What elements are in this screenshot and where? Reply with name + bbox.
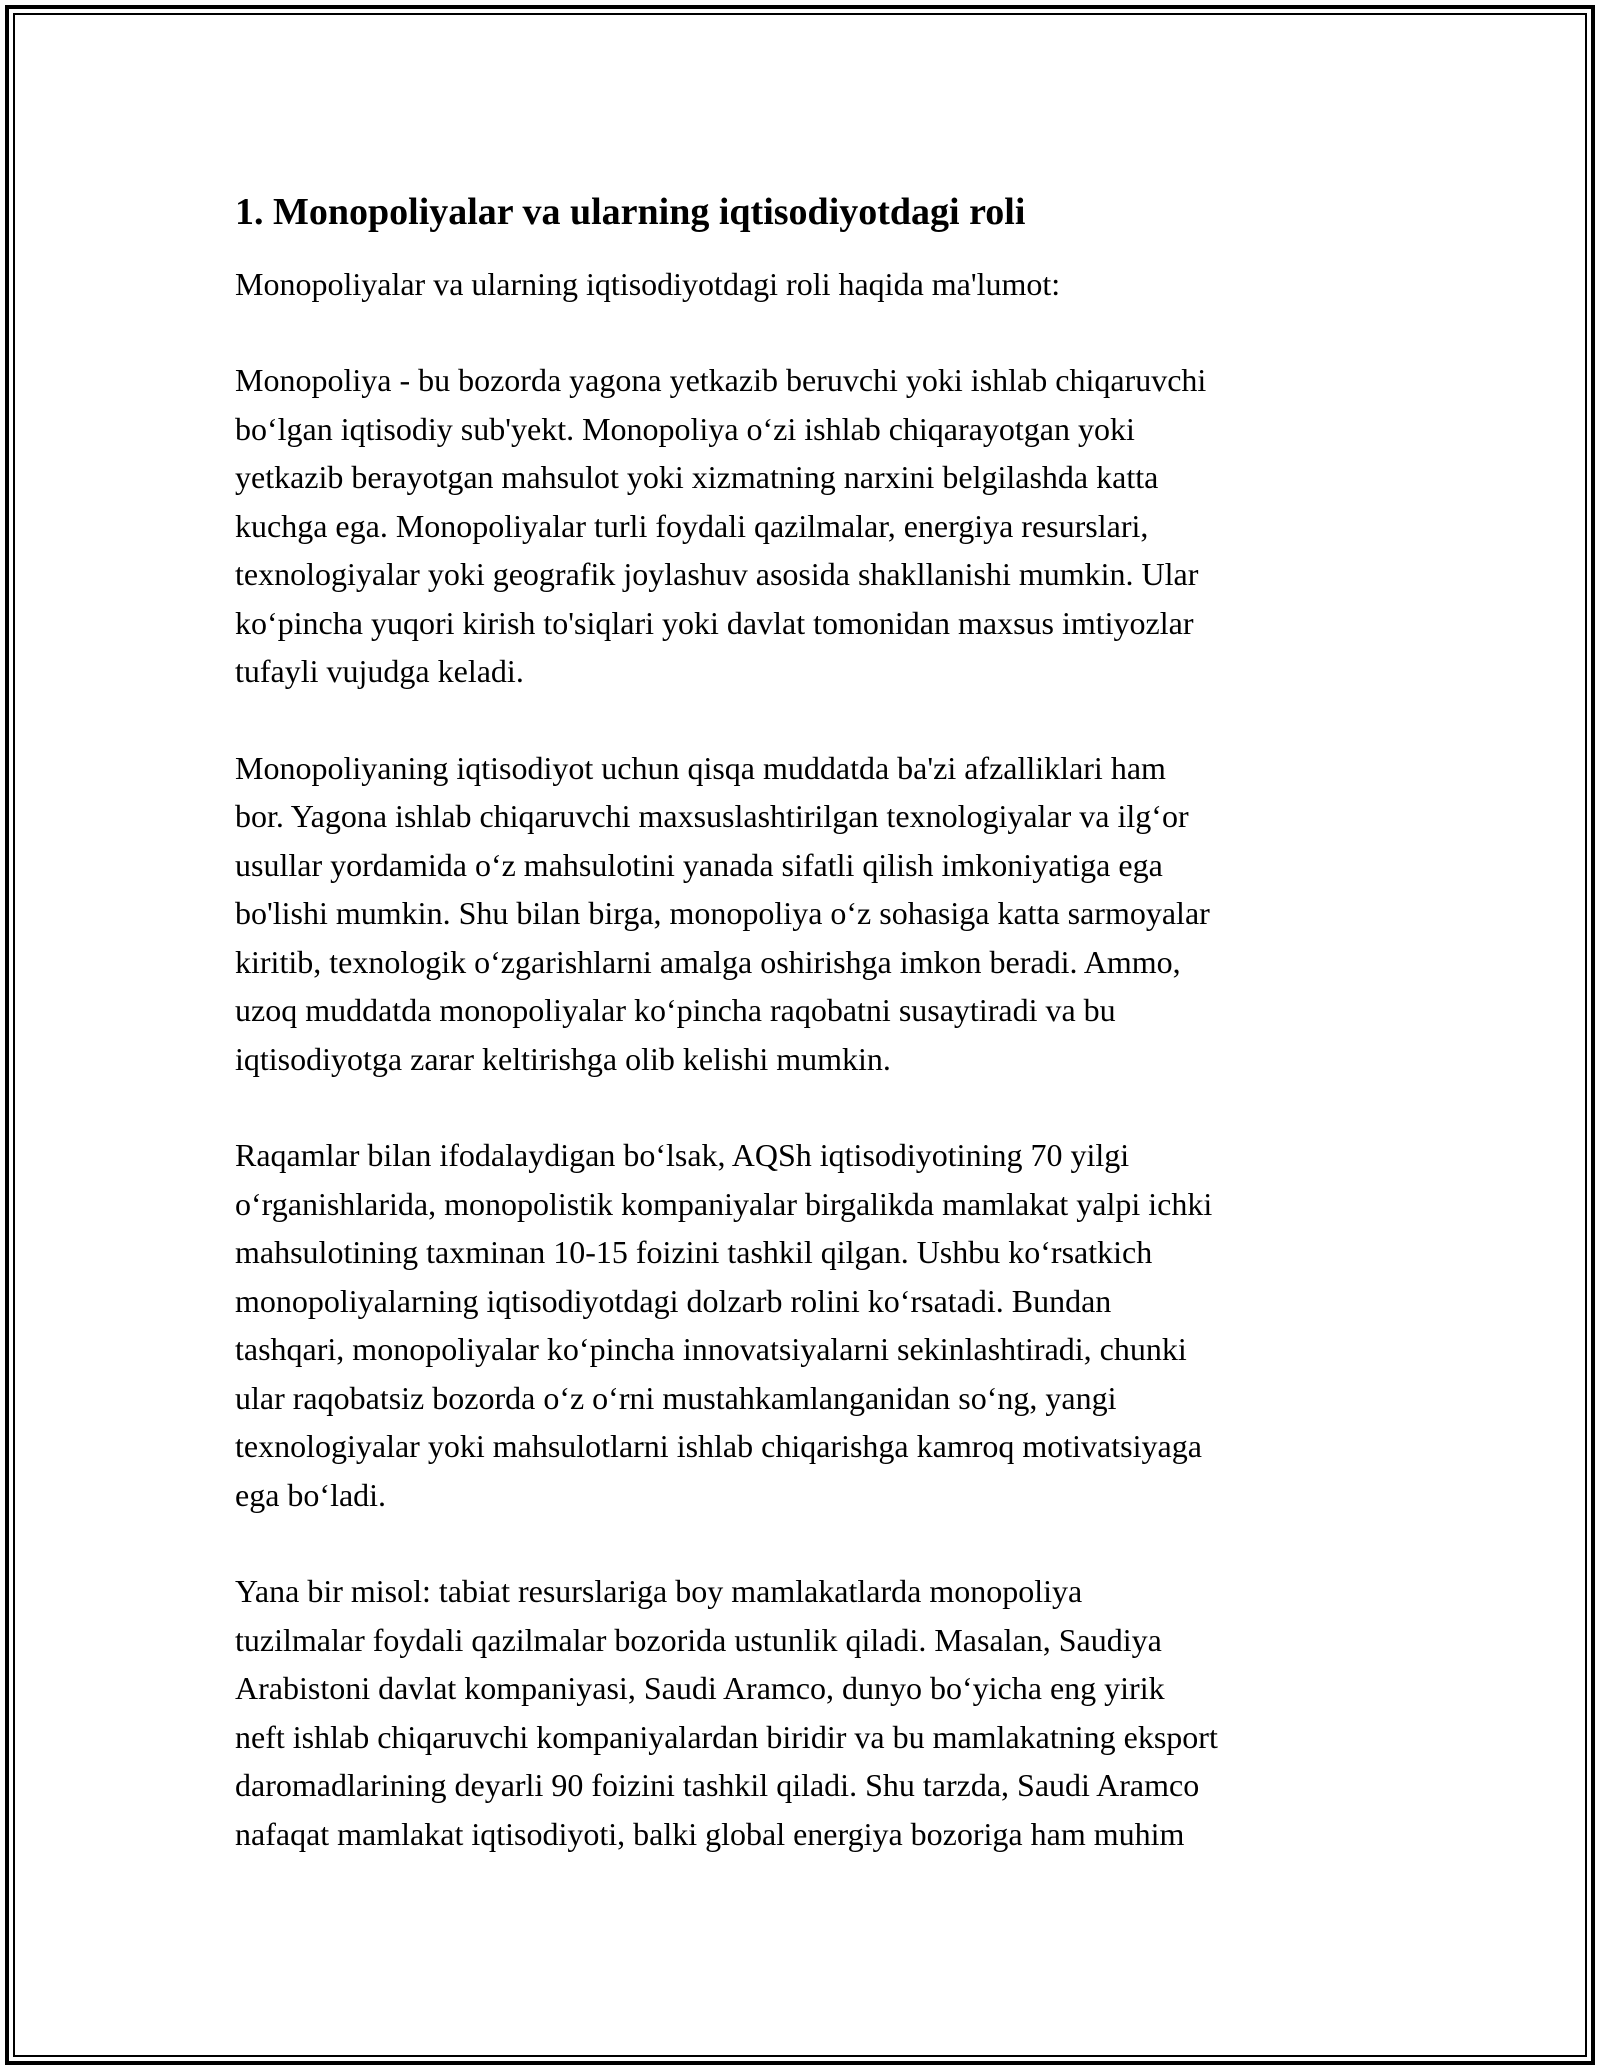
text-line: neft ishlab chiqaruvchi kompaniyalardan biridir va bu mamlakatning eksport [235,1718,1218,1755]
text-line: kuchga ega. Monopoliyalar turli foydali qazilmalar, energiya resurslari, [235,507,1149,544]
text-line: usullar yordamida o‘z mahsulotini yanada sifatli qilish imkoniyatiga ega [235,846,1163,883]
text-line: yetkazib berayotgan mahsulot yoki xizmatning narxini belgilashda katta [235,459,1159,495]
text-line: bor. Yagona ishlab chiqaruvchi maxsuslashtirilgan texnologiyalar va ilg‘or [235,798,1189,834]
text-line: o‘rganishlarida, monopolistik kompaniyalar birgalikda mamlakat yalpi ichki [235,1185,1213,1222]
text-line: texnologiyalar yoki mahsulotlarni ishlab chiqarishga kamroq motivatsiyaga [235,1428,1202,1464]
text-line: Arabistoni davlat kompaniyasi, Saudi Aramco, dunyo bo‘yicha eng yirik [235,1670,1165,1706]
text-line: ko‘pincha yuqori kirish to'siqlari yoki davlat tomonidan maxsus imtiyozlar [235,604,1194,641]
text-line: uzoq muddatda monopoliyalar ko‘pincha raqobatni susaytiradi va bu [235,992,1116,1028]
text-line: iqtisodiyotga zarar keltirishga olib kelishi mumkin. [235,1040,891,1077]
paragraph-advantages [235,744,1385,1084]
text-line: monopoliyalarning iqtisodiyotdagi dolzarb rolini ko‘rsatadi. Bundan [235,1282,1112,1319]
text-line: nafaqat mamlakat iqtisodiyoti, balki global energiya bozoriga ham muhim [235,1815,1185,1852]
text-line: Monopoliya - bu bozorda yagona yetkazib beruvchi yoki ishlab chiqaruvchi [235,362,1207,398]
paragraph-statistics [235,1131,1385,1519]
text-line: bo‘lgan iqtisodiy sub'yekt. Monopoliya o‘zi ishlab chiqarayotgan yoki [235,410,1135,447]
intro-line: Monopoliyalar va ularning iqtisodiyotdagi roli haqida ma'lumot: [235,266,1061,302]
text-line: Monopoliyaning iqtisodiyot uchun qisqa muddatda ba'zi afzalliklari ham [235,749,1166,786]
document-body [235,188,1385,1906]
text-line: ega bo‘ladi. [235,1476,387,1513]
paragraph-example [235,1567,1385,1858]
text-line: mahsulotining taxminan 10-15 foizini tashkil qilgan. Ushbu ko‘rsatkich [235,1234,1153,1270]
text-line: kiritib, texnologik o‘zgarishlarni amalga oshirishga imkon beradi. Ammo, [235,943,1181,980]
text-line: daromadlarining deyarli 90 foizini tashkil qiladi. Shu tarzda, Saudi Aramco [235,1767,1200,1803]
text-line: texnologiyalar yoki geografik joylashuv asosida shakllanishi mumkin. Ular [235,556,1199,592]
text-line: ular raqobatsiz bozorda o‘z o‘rni mustahkamlanganidan so‘ng, yangi [235,1379,1117,1416]
text-line: tuzilmalar foydali qazilmalar bozorida ustunlik qiladi. Masalan, Saudiya [235,1621,1162,1658]
section-heading: 1. Monopoliyalar va ularning iqtisodiyotdagi roli [235,191,1026,233]
text-line: tashqari, monopoliyalar ko‘pincha innovatsiyalarni sekinlashtiradi, chunki [235,1331,1187,1367]
text-line: Yana bir misol: tabiat resurslariga boy mamlakatlarda monopoliya [235,1573,1083,1609]
paragraph-definition [235,356,1385,696]
text-line: tufayli vujudga keladi. [235,653,524,689]
text-line: Raqamlar bilan ifodalaydigan bo‘lsak, AQSh iqtisodiyotining 70 yilgi [235,1137,1130,1173]
text-line: bo'lishi mumkin. Shu bilan birga, monopoliya o‘z sohasiga katta sarmoyalar [235,895,1210,931]
